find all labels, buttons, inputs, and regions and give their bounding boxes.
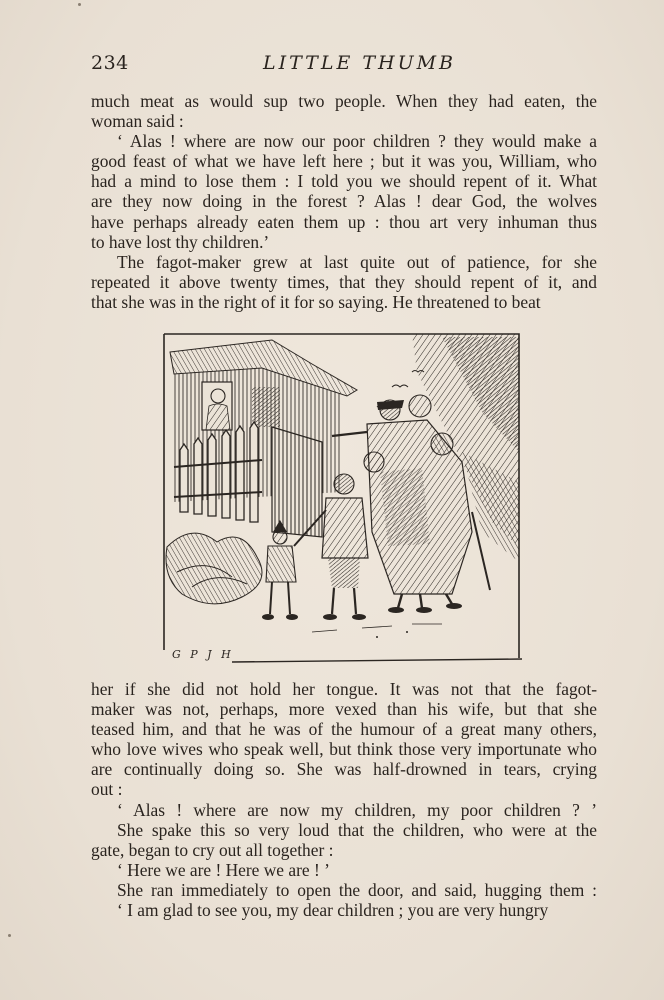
text-line: ‘ Here we are ! Here we are ! ’	[117, 859, 330, 880]
text-line: who love wives who speak well, but think those very importunate who	[91, 739, 597, 760]
text-block-bottom	[91, 679, 597, 920]
text-line: her if she did not hold her tongue. It was not that the fagot-	[91, 679, 597, 699]
text-line: She ran immediately to open the door, and said, hugging them :	[117, 879, 597, 900]
illustrator-signature: G P J H	[172, 648, 234, 661]
text-line: maker was not, perhaps, more vexed than his wife, but that she	[91, 699, 597, 720]
text-line: teased him, and that he was of the humour of a great many others,	[91, 719, 597, 740]
text-line: woman said :	[91, 111, 184, 132]
text-block-top	[91, 91, 597, 312]
text-line: are continually doing so. She was half-drowned in tears, crying	[91, 759, 597, 780]
text-line: ‘ Alas ! where are now my children, my poor children ? ’	[117, 799, 597, 820]
text-line: much meat as would sup two people. When they had eaten, the	[91, 91, 597, 111]
text-line: that she was in the right of it for so saying. He threatened to beat	[91, 291, 541, 312]
paper-blemish	[78, 3, 81, 6]
text-line: repeated it above twenty times, that they should repent of it, and	[91, 271, 597, 292]
text-line: out :	[91, 779, 123, 800]
text-line: She spake this so very loud that the children, who were at the	[117, 819, 597, 840]
paper-blemish	[8, 934, 11, 937]
text-line: to have lost thy children.’	[91, 231, 270, 252]
text-line: ‘ Alas ! where are now our poor children ? they would make a	[117, 131, 597, 152]
running-title: LITTLE THUMB	[263, 52, 457, 74]
text-line: are they now doing in the forest ? Alas ! dear God, the wolves	[91, 191, 597, 212]
text-line: The fagot-maker grew at last quite out of patience, for she	[117, 251, 597, 272]
text-line: have perhaps already eaten them up : thou art very inhuman thus	[91, 211, 597, 232]
illustration-engraving	[162, 332, 522, 664]
text-line: ‘ I am glad to see you, my dear children ; you are very hungry	[117, 900, 549, 921]
text-line: good feast of what we have left here ; but it was you, William, who	[91, 151, 597, 172]
page-number: 234	[91, 52, 129, 74]
page-header	[91, 52, 597, 78]
illustration	[162, 332, 522, 664]
text-line: had a mind to lose them : I told you we should repent of it. What	[91, 171, 597, 192]
text-line: gate, began to cry out all together :	[91, 839, 334, 860]
